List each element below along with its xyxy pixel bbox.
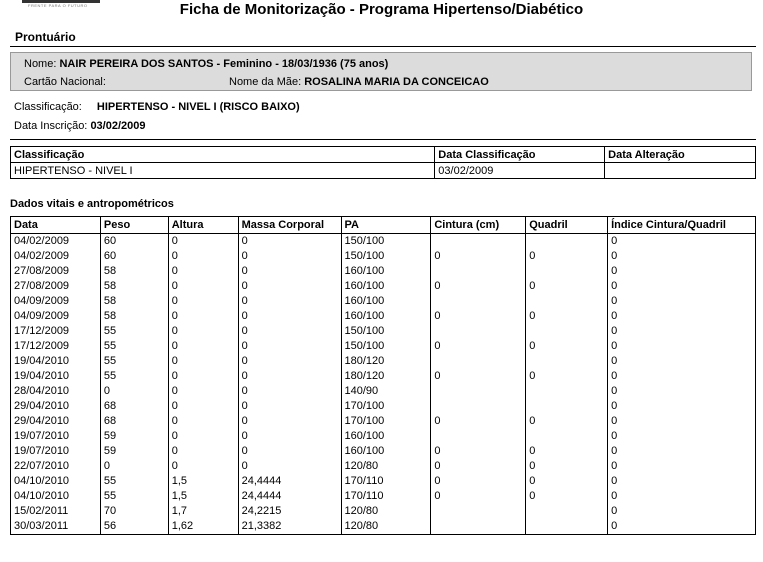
table-cell: 0 bbox=[431, 339, 526, 354]
table-cell: 170/110 bbox=[341, 489, 431, 504]
vitals-table bbox=[10, 216, 756, 535]
col-header: Peso bbox=[100, 217, 168, 234]
table-header-row bbox=[11, 147, 756, 163]
col-header: Altura bbox=[168, 217, 238, 234]
table-cell bbox=[431, 399, 526, 414]
table-cell bbox=[431, 234, 526, 250]
inscricao-value: 03/02/2009 bbox=[90, 120, 146, 132]
table-cell: 0 bbox=[168, 429, 238, 444]
col-header: Data bbox=[11, 217, 101, 234]
table-cell: 0 bbox=[526, 339, 608, 354]
table-cell: 0 bbox=[238, 384, 341, 399]
inscricao-row bbox=[14, 120, 146, 132]
table-cell: 0 bbox=[608, 474, 756, 489]
table-cell: 0 bbox=[431, 279, 526, 294]
table-cell: 24,4444 bbox=[238, 489, 341, 504]
table-cell: 0 bbox=[526, 369, 608, 384]
table-cell: 1,62 bbox=[168, 519, 238, 535]
col-header: Massa Corporal bbox=[238, 217, 341, 234]
table-cell: 0 bbox=[431, 414, 526, 429]
table-cell: 0 bbox=[608, 264, 756, 279]
logo-subtext: FRENTE PARA O FUTURO bbox=[28, 3, 88, 8]
table-cell bbox=[431, 504, 526, 519]
table-cell: 0 bbox=[608, 519, 756, 535]
table-cell: 160/100 bbox=[341, 429, 431, 444]
table-row bbox=[11, 519, 756, 535]
table-row bbox=[11, 324, 756, 339]
table-row bbox=[11, 489, 756, 504]
table-cell: 24,2215 bbox=[238, 504, 341, 519]
table-cell: 0 bbox=[431, 369, 526, 384]
table-cell: 17/12/2009 bbox=[11, 324, 101, 339]
table-cell bbox=[526, 519, 608, 535]
table-cell: 0 bbox=[168, 384, 238, 399]
table-cell: 0 bbox=[608, 234, 756, 250]
table-cell: 60 bbox=[100, 249, 168, 264]
table-cell: 160/100 bbox=[341, 264, 431, 279]
table-cell: 58 bbox=[100, 264, 168, 279]
classificacao-value: HIPERTENSO - NIVEL I (RISCO BAIXO) bbox=[96, 101, 300, 113]
table-cell: 0 bbox=[168, 399, 238, 414]
table-cell: 0 bbox=[238, 249, 341, 264]
table-cell: 160/100 bbox=[341, 309, 431, 324]
table-cell: 120/80 bbox=[341, 519, 431, 535]
table-cell: 0 bbox=[608, 324, 756, 339]
table-cell: 0 bbox=[608, 369, 756, 384]
classificacao-row bbox=[14, 101, 300, 113]
table-cell: 0 bbox=[431, 474, 526, 489]
table-row bbox=[11, 459, 756, 474]
table-cell bbox=[431, 429, 526, 444]
table-cell: 04/02/2009 bbox=[11, 234, 101, 250]
table-cell: 19/04/2010 bbox=[11, 369, 101, 384]
table-cell: 0 bbox=[238, 339, 341, 354]
table-cell: 0 bbox=[526, 309, 608, 324]
mae-value: ROSALINA MARIA DA CONCEICAO bbox=[304, 76, 489, 88]
table-cell: 58 bbox=[100, 294, 168, 309]
patient-info-box bbox=[10, 52, 752, 91]
table-cell: 0 bbox=[100, 459, 168, 474]
table-row bbox=[11, 474, 756, 489]
table-cell: 170/100 bbox=[341, 399, 431, 414]
table-cell: 19/04/2010 bbox=[11, 354, 101, 369]
table-cell: 27/08/2009 bbox=[11, 264, 101, 279]
table-cell: 58 bbox=[100, 279, 168, 294]
table-cell: 0 bbox=[238, 264, 341, 279]
table-cell: 17/12/2009 bbox=[11, 339, 101, 354]
table-cell bbox=[431, 264, 526, 279]
table-row bbox=[11, 249, 756, 264]
table-cell: 58 bbox=[100, 309, 168, 324]
table-cell: 0 bbox=[238, 354, 341, 369]
col-header: PA bbox=[341, 217, 431, 234]
cartao-label: Cartão Nacional: bbox=[24, 76, 106, 88]
table-cell: HIPERTENSO - NIVEL I bbox=[11, 163, 435, 179]
table-cell: 0 bbox=[608, 309, 756, 324]
table-cell: 1,5 bbox=[168, 489, 238, 504]
table-cell: 120/80 bbox=[341, 504, 431, 519]
table-cell: 0 bbox=[168, 279, 238, 294]
table-cell: 55 bbox=[100, 339, 168, 354]
table-row bbox=[11, 414, 756, 429]
cartao-row bbox=[24, 76, 106, 88]
divider bbox=[10, 139, 756, 140]
table-cell: 0 bbox=[238, 459, 341, 474]
table-cell: 19/07/2010 bbox=[11, 444, 101, 459]
table-cell bbox=[526, 384, 608, 399]
table-cell: 0 bbox=[608, 249, 756, 264]
table-cell bbox=[431, 294, 526, 309]
table-cell: 0 bbox=[168, 324, 238, 339]
table-cell bbox=[526, 324, 608, 339]
nome-label: Nome: bbox=[24, 58, 57, 70]
table-cell: 0 bbox=[526, 459, 608, 474]
table-cell: 55 bbox=[100, 474, 168, 489]
patient-name-row bbox=[24, 58, 388, 70]
table-cell: 70 bbox=[100, 504, 168, 519]
table-cell: 15/02/2011 bbox=[11, 504, 101, 519]
table-cell: 0 bbox=[431, 249, 526, 264]
table-cell: 0 bbox=[168, 234, 238, 250]
table-cell: 0 bbox=[608, 414, 756, 429]
table-cell: 0 bbox=[431, 444, 526, 459]
table-cell: 0 bbox=[608, 444, 756, 459]
table-row bbox=[11, 369, 756, 384]
table-cell: 150/100 bbox=[341, 234, 431, 250]
table-cell: 04/10/2010 bbox=[11, 474, 101, 489]
table-cell: 0 bbox=[168, 249, 238, 264]
divider bbox=[10, 46, 756, 47]
table-cell: 0 bbox=[168, 264, 238, 279]
table-cell: 180/120 bbox=[341, 369, 431, 384]
table-cell: 0 bbox=[608, 279, 756, 294]
table-cell: 0 bbox=[238, 324, 341, 339]
table-cell: 0 bbox=[608, 399, 756, 414]
table-cell: 0 bbox=[526, 489, 608, 504]
table-cell: 04/02/2009 bbox=[11, 249, 101, 264]
col-header: Data Alteração bbox=[605, 147, 756, 163]
table-cell: 04/10/2010 bbox=[11, 489, 101, 504]
table-cell: 180/120 bbox=[341, 354, 431, 369]
table-cell: 0 bbox=[608, 339, 756, 354]
table-header-row bbox=[11, 217, 756, 234]
table-row bbox=[11, 399, 756, 414]
table-cell: 160/100 bbox=[341, 444, 431, 459]
prontuario-heading: Prontuário bbox=[15, 30, 76, 44]
table-cell: 0 bbox=[238, 414, 341, 429]
table-cell: 29/04/2010 bbox=[11, 414, 101, 429]
table-cell: 0 bbox=[168, 354, 238, 369]
table-cell: 1,5 bbox=[168, 474, 238, 489]
mae-row bbox=[229, 76, 489, 88]
table-cell: 0 bbox=[238, 429, 341, 444]
table-cell: 0 bbox=[238, 294, 341, 309]
table-cell: 0 bbox=[431, 459, 526, 474]
table-cell bbox=[431, 324, 526, 339]
table-cell bbox=[431, 354, 526, 369]
table-cell: 21,3382 bbox=[238, 519, 341, 535]
table-cell: 0 bbox=[238, 309, 341, 324]
table-row bbox=[11, 309, 756, 324]
col-header: Quadril bbox=[526, 217, 608, 234]
col-header: Data Classificação bbox=[435, 147, 605, 163]
table-cell: 0 bbox=[168, 369, 238, 384]
table-cell bbox=[526, 504, 608, 519]
table-cell: 55 bbox=[100, 354, 168, 369]
table-cell: 03/02/2009 bbox=[435, 163, 605, 179]
table-cell: 0 bbox=[526, 249, 608, 264]
page-title: Ficha de Monitorização - Programa Hipertenso/Diabético bbox=[179, 1, 584, 18]
table-cell: 04/09/2009 bbox=[11, 294, 101, 309]
classificacao-label: Classificação: bbox=[14, 101, 82, 113]
table-cell: 55 bbox=[100, 324, 168, 339]
table-cell: 0 bbox=[526, 474, 608, 489]
table-cell: 170/100 bbox=[341, 414, 431, 429]
table-cell: 0 bbox=[608, 384, 756, 399]
table-row bbox=[11, 504, 756, 519]
table-cell: 22/07/2010 bbox=[11, 459, 101, 474]
table-cell: 59 bbox=[100, 444, 168, 459]
table-cell: 140/90 bbox=[341, 384, 431, 399]
table-cell: 29/04/2010 bbox=[11, 399, 101, 414]
table-cell bbox=[431, 384, 526, 399]
table-row bbox=[11, 339, 756, 354]
table-cell: 0 bbox=[608, 294, 756, 309]
table-cell: 0 bbox=[238, 399, 341, 414]
table-cell: 120/80 bbox=[341, 459, 431, 474]
table-cell: 160/100 bbox=[341, 279, 431, 294]
table-row bbox=[11, 429, 756, 444]
table-cell bbox=[526, 234, 608, 250]
table-cell: 1,7 bbox=[168, 504, 238, 519]
table-cell: 0 bbox=[168, 339, 238, 354]
table-cell: 170/110 bbox=[341, 474, 431, 489]
table-cell: 19/07/2010 bbox=[11, 429, 101, 444]
table-row bbox=[11, 279, 756, 294]
table-cell: 0 bbox=[168, 414, 238, 429]
table-cell: 0 bbox=[431, 309, 526, 324]
table-cell: 0 bbox=[100, 384, 168, 399]
table-cell: 0 bbox=[608, 504, 756, 519]
table-cell: 150/100 bbox=[341, 339, 431, 354]
table-cell: 0 bbox=[168, 294, 238, 309]
table-cell: 0 bbox=[608, 429, 756, 444]
table-cell: 0 bbox=[238, 369, 341, 384]
table-cell: 59 bbox=[100, 429, 168, 444]
table-cell: 30/03/2011 bbox=[11, 519, 101, 535]
table-row bbox=[11, 354, 756, 369]
table-cell: 55 bbox=[100, 489, 168, 504]
table-cell: 0 bbox=[431, 489, 526, 504]
table-cell bbox=[431, 519, 526, 535]
table-cell: 0 bbox=[608, 489, 756, 504]
table-cell: 55 bbox=[100, 369, 168, 384]
table-cell: 0 bbox=[608, 354, 756, 369]
table-cell: 0 bbox=[526, 444, 608, 459]
classificacao-table bbox=[10, 146, 756, 179]
vitals-heading: Dados vitais e antropométricos bbox=[10, 198, 174, 210]
col-header: Classificação bbox=[11, 147, 435, 163]
table-cell: 56 bbox=[100, 519, 168, 535]
table-row bbox=[11, 384, 756, 399]
table-cell: 0 bbox=[238, 234, 341, 250]
table-cell: 0 bbox=[168, 309, 238, 324]
table-cell: 0 bbox=[168, 459, 238, 474]
table-row bbox=[11, 264, 756, 279]
table-cell: 68 bbox=[100, 414, 168, 429]
table-cell: 68 bbox=[100, 399, 168, 414]
table-row bbox=[11, 234, 756, 250]
table-cell bbox=[526, 294, 608, 309]
table-cell: 0 bbox=[238, 444, 341, 459]
table-cell: 0 bbox=[608, 459, 756, 474]
table-cell: 0 bbox=[238, 279, 341, 294]
table-cell: 150/100 bbox=[341, 324, 431, 339]
table-cell: 160/100 bbox=[341, 294, 431, 309]
mae-label: Nome da Mãe: bbox=[229, 76, 302, 88]
table-cell: 04/09/2009 bbox=[11, 309, 101, 324]
table-cell: 24,4444 bbox=[238, 474, 341, 489]
table-cell: 0 bbox=[526, 279, 608, 294]
table-cell: 150/100 bbox=[341, 249, 431, 264]
table-cell: 0 bbox=[168, 444, 238, 459]
table-row bbox=[11, 444, 756, 459]
table-cell bbox=[526, 264, 608, 279]
table-row bbox=[11, 294, 756, 309]
table-row bbox=[11, 163, 756, 179]
table-cell bbox=[526, 399, 608, 414]
table-cell bbox=[526, 429, 608, 444]
table-cell: 27/08/2009 bbox=[11, 279, 101, 294]
table-cell: 60 bbox=[100, 234, 168, 250]
inscricao-label: Data Inscrição: bbox=[14, 120, 88, 132]
col-header: Cintura (cm) bbox=[431, 217, 526, 234]
vitals-table-body bbox=[11, 234, 756, 535]
table-cell: 28/04/2010 bbox=[11, 384, 101, 399]
col-header: Índice Cintura/Quadril bbox=[608, 217, 756, 234]
table-cell: 0 bbox=[526, 414, 608, 429]
table-cell bbox=[605, 163, 756, 179]
table-cell bbox=[526, 354, 608, 369]
nome-value: NAIR PEREIRA DOS SANTOS - Feminino - 18/03/1936 (75 anos) bbox=[59, 58, 389, 70]
